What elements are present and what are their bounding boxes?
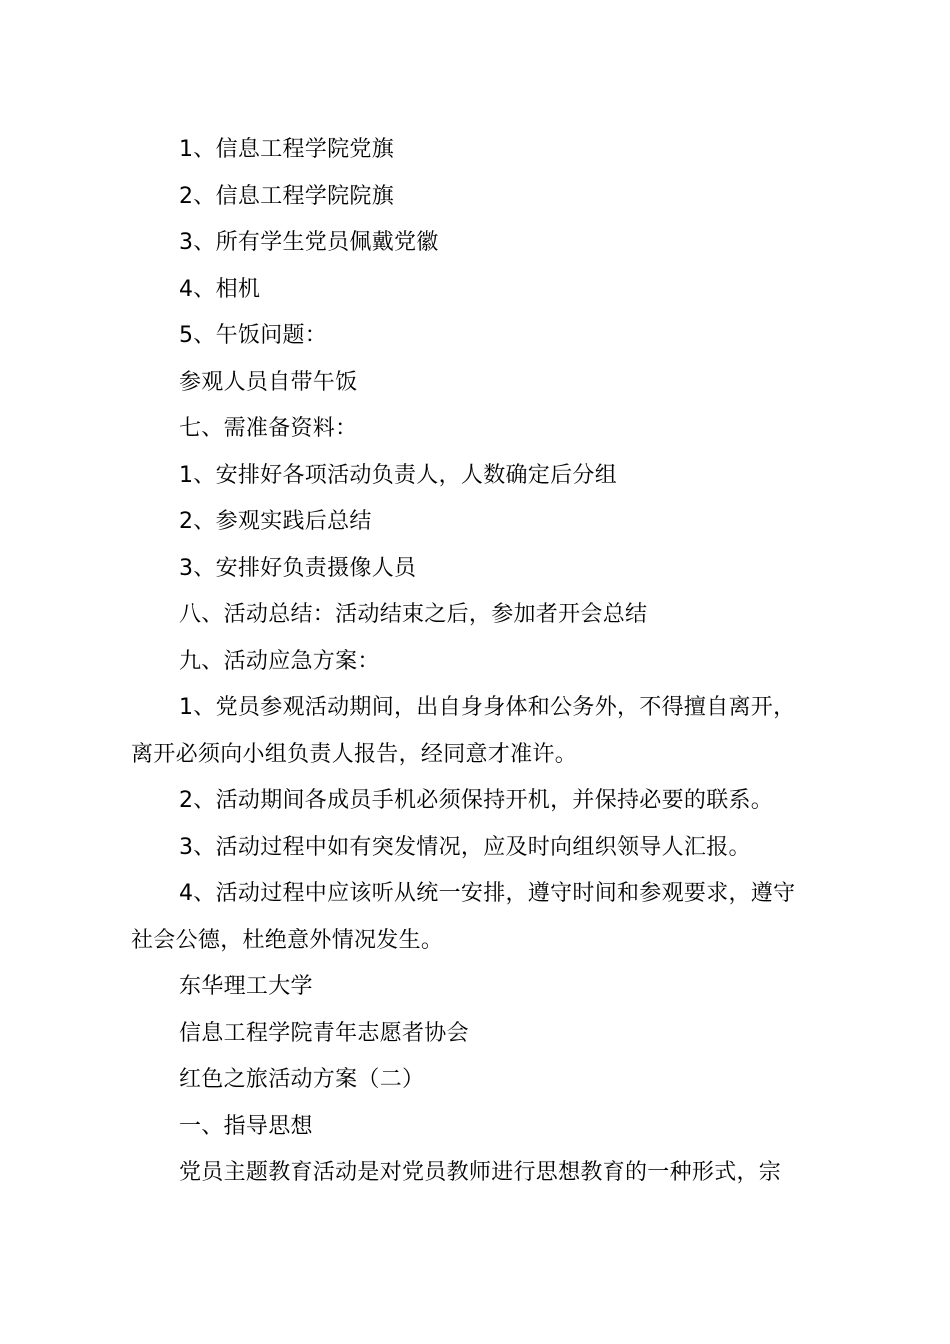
text-line: 4、相机 — [179, 276, 261, 302]
organization-name: 信息工程学院青年志愿者协会 — [179, 1020, 469, 1046]
section-heading: 九、活动应急方案： — [179, 648, 380, 674]
text-line: 2、活动期间各成员手机必须保持开机，并保持必要的联系。 — [179, 788, 774, 813]
text-line: 1、信息工程学院党旗 — [179, 137, 394, 162]
text-line: 1、安排好各项活动负责人，人数确定后分组 — [179, 462, 617, 488]
text-line: 3、活动过程中如有突发情况，应及时向组织领导人汇报。 — [179, 834, 751, 860]
text-line: 党员主题教育活动是对党员教师进行思想教育的一种形式，宗 — [179, 1160, 782, 1185]
section-heading: 八、活动总结：活动结束之后，参加者开会总结 — [179, 602, 648, 627]
organization-name: 东华理工大学 — [179, 974, 313, 999]
text-line: 离开必须向小组负责人报告，经同意才准许。 — [131, 741, 578, 767]
section-heading: 一、指导思想 — [179, 1113, 313, 1139]
text-line: 3、安排好负责摄像人员 — [179, 555, 417, 581]
text-line: 参观人员自带午饭 — [179, 369, 358, 395]
text-line: 2、信息工程学院院旗 — [179, 183, 394, 209]
text-line: 3、所有学生党员佩戴党徽 — [179, 230, 439, 255]
text-line: 2、参观实践后总结 — [179, 509, 372, 534]
section-heading: 七、需准备资料： — [179, 416, 358, 441]
text-line: 1、党员参观活动期间，出自身身体和公务外，不得擅自离开， — [179, 695, 796, 720]
text-line: 社会公德，杜绝意外情况发生。 — [131, 927, 444, 953]
text-line: 4、活动过程中应该听从统一安排，遵守时间和参观要求，遵守 — [179, 881, 796, 906]
text-line: 5、午饭问题： — [179, 323, 328, 348]
document-title: 红色之旅活动方案（二） — [179, 1067, 425, 1092]
